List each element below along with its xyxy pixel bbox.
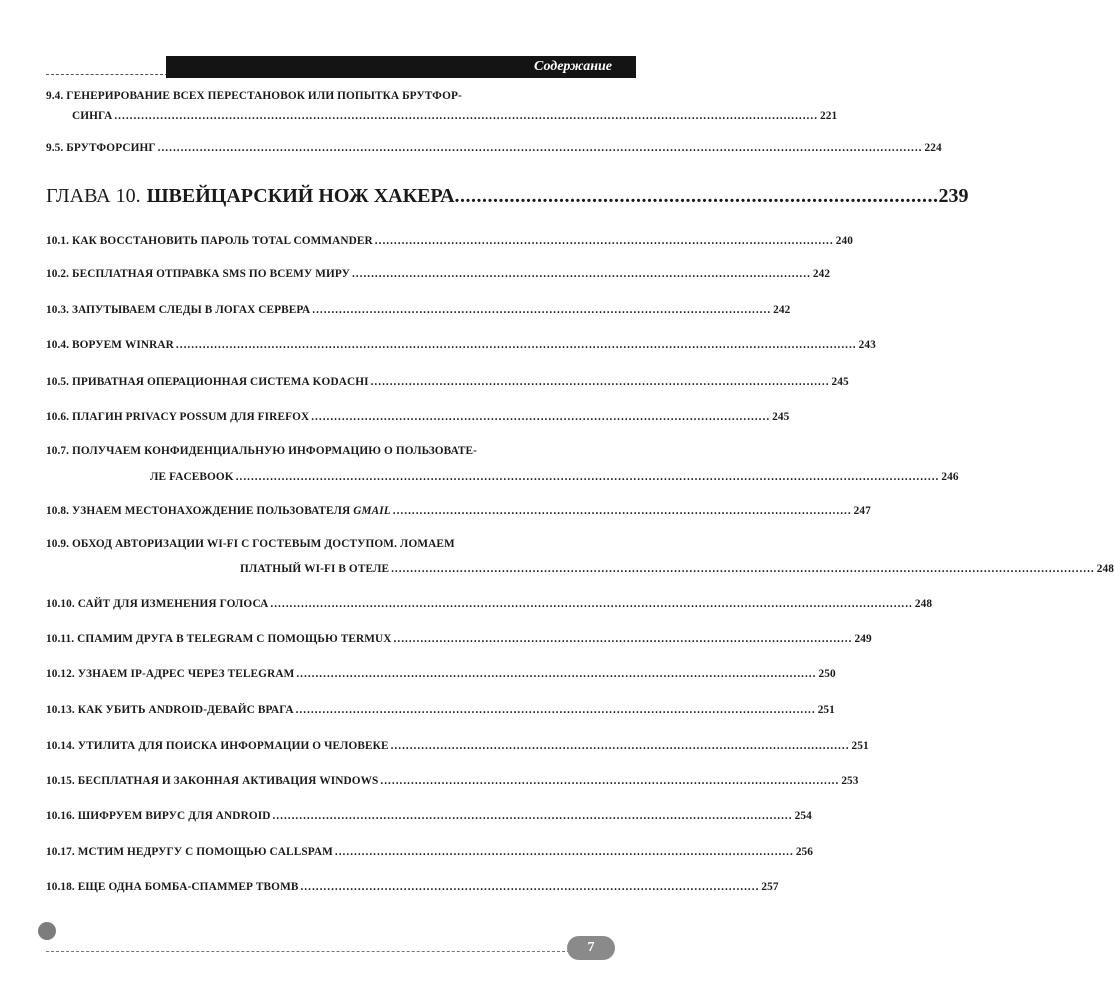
page-number-badge: 7 xyxy=(567,936,615,960)
entry-title: КАК ВОССТАНОВИТЬ ПАРОЛЬ TOTAL COMMANDER xyxy=(72,235,373,247)
entry-page: 221 xyxy=(820,110,838,122)
entry-number: 10.17. xyxy=(46,846,75,858)
entry-page: 251 xyxy=(817,704,835,716)
entry-number: 10.16. xyxy=(46,810,75,822)
entry-number: 10.2. xyxy=(46,268,70,280)
entry-title: БЕСПЛАТНАЯ И ЗАКОННАЯ АКТИВАЦИЯ WINDOWS xyxy=(77,775,379,787)
entry-page: 245 xyxy=(772,411,790,423)
chapter-page: 239 xyxy=(938,185,969,207)
toc-entry-10-6[interactable] xyxy=(46,407,790,427)
toc-entry-10-13[interactable] xyxy=(46,700,835,720)
toc-entry-10-17[interactable] xyxy=(46,842,814,862)
entry-page: 224 xyxy=(924,142,942,154)
entry-title: БРУТФОРСИНГ xyxy=(66,142,156,154)
leader-dots: ........................................................................................................................................................................................ xyxy=(391,563,1095,575)
entry-title: ПРИВАТНАЯ ОПЕРАЦИОННАЯ СИСТЕМА KODACHI xyxy=(72,376,369,388)
entry-page: 253 xyxy=(841,775,859,787)
entry-number: 10.5. xyxy=(46,376,70,388)
entry-page: 240 xyxy=(835,235,853,247)
leader-dots: ........................................................................................................................ xyxy=(300,881,760,893)
toc-entry-10-1[interactable] xyxy=(46,231,853,251)
entry-title: САЙТ ДЛЯ ИЗМЕНЕНИЯ ГОЛОСА xyxy=(77,598,269,610)
chapter-title: ШВЕЙЦАРСКИЙ НОЖ ХАКЕРА xyxy=(146,185,455,207)
toc-entry-10-4[interactable] xyxy=(46,335,876,355)
footer-dot-icon xyxy=(38,922,56,940)
leader-dots: ........................................................................................................................................ xyxy=(272,810,793,822)
entry-page: 248 xyxy=(914,598,933,610)
entry-number: 10.11. xyxy=(46,633,75,645)
entry-title: СПАМИМ ДРУГА В TELEGRAM С ПОМОЩЬЮ TERMUX xyxy=(77,633,392,645)
chapter-heading[interactable] xyxy=(46,183,969,209)
entry-number: 10.7. xyxy=(46,445,70,457)
entry-title: УТИЛИТА ДЛЯ ПОИСКА ИНФОРМАЦИИ О ЧЕЛОВЕКЕ xyxy=(77,740,389,752)
entry-number: 10.3. xyxy=(46,304,70,316)
entry-page: 249 xyxy=(854,633,872,645)
entry-title: ШИФРУЕМ ВИРУС ДЛЯ ANDROID xyxy=(77,810,271,822)
leader-dots: ........................................................................................................................ xyxy=(390,740,850,752)
entry-page: 251 xyxy=(851,740,869,752)
entry-number: 10.9. xyxy=(46,538,70,550)
entry-title-line1: ГЕНЕРИРОВАНИЕ ВСЕХ ПЕРЕСТАНОВОК ИЛИ ПОПЫТКА БРУТФОР- xyxy=(66,90,462,102)
entry-number: 10.1. xyxy=(46,235,70,247)
entry-title: КАК УБИТЬ ANDROID-ДЕВАЙС ВРАГА xyxy=(77,704,294,716)
toc-entry-10-8[interactable] xyxy=(46,501,871,521)
entry-page: 257 xyxy=(761,881,779,893)
entry-title-line2: ЛЕ FACEBOOK xyxy=(150,471,234,483)
entry-page: 256 xyxy=(795,846,814,858)
entry-title: ЗАПУТЫВАЕМ СЛЕДЫ В ЛОГАХ СЕРВЕРА xyxy=(72,304,311,316)
entry-page: 242 xyxy=(812,268,831,280)
entry-title-line2: ПЛАТНЫЙ WI-FI В ОТЕЛЕ xyxy=(240,563,390,575)
leader-dots: ........................................................................................ xyxy=(454,185,939,207)
toc-entry-10-2[interactable] xyxy=(46,264,831,284)
entry-title: УЗНАЕМ IP-АДРЕС ЧЕРЕЗ TELEGRAM xyxy=(77,668,295,680)
footer-dashed-rule xyxy=(46,951,570,952)
toc-entry-10-10[interactable] xyxy=(46,594,933,614)
entry-page: 243 xyxy=(858,339,876,351)
leader-dots: ........................................................................................................................................ xyxy=(296,668,817,680)
leader-dots: ........................................................................................................................................................................ xyxy=(270,598,913,610)
leader-dots: ........................................................................................................................ xyxy=(351,268,811,280)
leader-dots: ........................................................................................................................................................................................ xyxy=(235,471,940,483)
entry-title-line2: СИНГА xyxy=(72,110,113,122)
entry-number: 10.13. xyxy=(46,704,75,716)
toc-entry-10-14[interactable] xyxy=(46,736,869,756)
toc-entry-10-16[interactable] xyxy=(46,806,812,826)
leader-dots: ........................................................................................................................................................................................ xyxy=(114,110,819,122)
leader-dots: ........................................................................................................................ xyxy=(312,304,772,316)
entry-number: 10.14. xyxy=(46,740,75,752)
entry-number: 10.8. xyxy=(46,505,70,517)
entry-title: ЕЩЕ ОДНА БОМБА-СПАММЕР TBOMB xyxy=(77,881,299,893)
leader-dots: ........................................................................................................................................................................................................ xyxy=(157,142,923,154)
entry-title: ВОРУЕМ WINRAR xyxy=(72,339,174,351)
entry-page: 246 xyxy=(941,471,959,483)
entry-title: БЕСПЛАТНАЯ ОТПРАВКА SMS ПО ВСЕМУ МИРУ xyxy=(72,268,350,280)
entry-number: 10.18. xyxy=(46,881,75,893)
entry-number: 10.4. xyxy=(46,339,70,351)
toc-entry-9-5[interactable] xyxy=(46,138,942,158)
toc-entry-10-15[interactable] xyxy=(46,771,859,791)
leader-dots: .................................................................................................................................................................................. xyxy=(175,339,857,351)
entry-number: 10.12. xyxy=(46,668,75,680)
entry-title: УЗНАЕМ МЕСТОНАХОЖДЕНИЕ ПОЛЬЗОВАТЕЛЯ xyxy=(72,505,351,517)
entry-number: 10.10. xyxy=(46,598,75,610)
leader-dots: ........................................................................................................................ xyxy=(392,505,852,517)
entry-page: 247 xyxy=(853,505,871,517)
leader-dots: ........................................................................................................................ xyxy=(393,633,853,645)
entry-page: 248 xyxy=(1096,563,1114,575)
entry-title-line1: ПОЛУЧАЕМ КОНФИДЕНЦИАЛЬНУЮ ИНФОРМАЦИЮ О ПОЛЬЗОВАТЕ- xyxy=(72,445,478,457)
entry-page: 254 xyxy=(794,810,812,822)
toc-entry-10-9[interactable] xyxy=(46,534,1114,579)
toc-entry-9-4[interactable] xyxy=(46,86,838,126)
running-header-title: Содержание xyxy=(534,59,612,74)
entry-page: 250 xyxy=(818,668,836,680)
toc-entry-10-3[interactable] xyxy=(46,300,791,320)
toc-entry-10-18[interactable] xyxy=(46,877,779,897)
entry-number: 9.5. xyxy=(46,142,64,154)
toc-entry-10-7[interactable] xyxy=(46,441,959,487)
entry-title-italic: GMAIL xyxy=(353,505,391,517)
leader-dots: ........................................................................................................................................ xyxy=(295,704,816,716)
entry-page: 242 xyxy=(773,304,791,316)
header-dashed-rule xyxy=(46,74,168,75)
leader-dots: ........................................................................................................................ xyxy=(374,235,834,247)
toc-entry-10-5[interactable] xyxy=(46,372,849,392)
entry-page: 245 xyxy=(831,376,849,388)
chapter-prefix: ГЛАВА 10. xyxy=(46,185,141,207)
leader-dots: ........................................................................................................................ xyxy=(334,846,794,858)
leader-dots: ........................................................................................................................ xyxy=(380,775,840,787)
entry-number: 10.15. xyxy=(46,775,75,787)
entry-number: 10.6. xyxy=(46,411,70,423)
toc-entry-10-12[interactable] xyxy=(46,664,836,684)
toc-entry-10-11[interactable] xyxy=(46,629,872,649)
leader-dots: ........................................................................................................................ xyxy=(311,411,771,423)
entry-title-line1: ОБХОД АВТОРИЗАЦИИ WI-FI С ГОСТЕВЫМ ДОСТУПОМ. ЛОМАЕМ xyxy=(72,538,455,550)
entry-number: 9.4. xyxy=(46,90,64,102)
entry-title: МСТИМ НЕДРУГУ С ПОМОЩЬЮ CALLSPAM xyxy=(77,846,333,858)
entry-title: ПЛАГИН PRIVACY POSSUM ДЛЯ FIREFOX xyxy=(72,411,310,423)
leader-dots: ........................................................................................................................ xyxy=(370,376,830,388)
